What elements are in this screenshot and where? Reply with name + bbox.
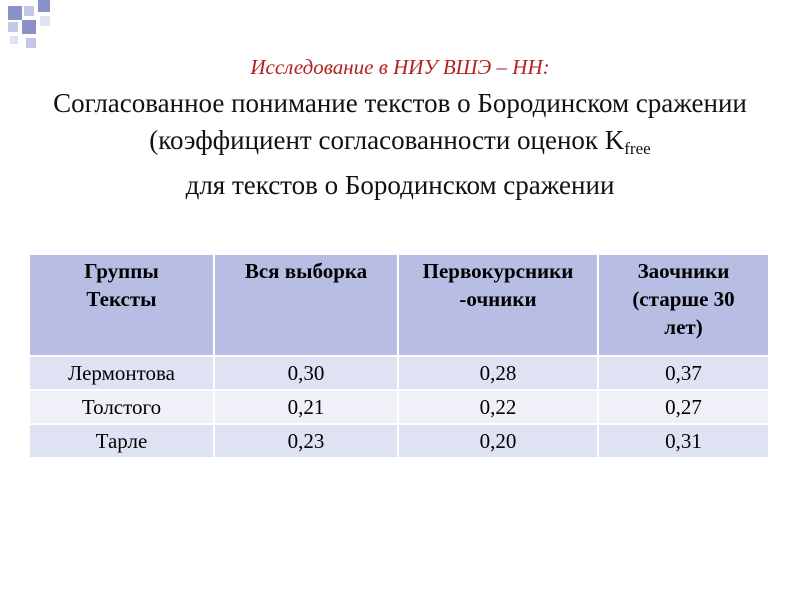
header-line: Группы: [84, 259, 159, 283]
table-cell-value: 0,37: [598, 356, 768, 390]
header-groups-texts: [30, 255, 214, 356]
table-row: [30, 424, 768, 457]
header-whole-sample: [214, 255, 398, 356]
header-line: Вся выборка: [244, 259, 368, 283]
results-table: [30, 255, 768, 457]
header-line: Первокурсники: [422, 259, 574, 283]
table-cell-text: Лермонтова: [30, 356, 214, 390]
table-cell-value: 0,27: [598, 390, 768, 424]
decor-square: [8, 22, 18, 32]
table-cell-value: 0,22: [398, 390, 598, 424]
title-main-text: Согласованное понимание текстов о Бородинском сражении (коэффициент согласованности оценок K: [53, 88, 747, 155]
decor-square: [10, 36, 18, 44]
table-cell-text: Толстого: [30, 390, 214, 424]
table-cell-value: 0,23: [214, 424, 398, 457]
header-line: (старше 30: [632, 287, 735, 311]
header-first-year-fulltime: [398, 255, 598, 356]
decor-square: [26, 38, 36, 48]
header-line: лет): [664, 315, 703, 339]
header-line: Заочники: [637, 259, 730, 283]
table-cell-text: Тарле: [30, 424, 214, 457]
table-cell-value: 0,21: [214, 390, 398, 424]
decor-square: [38, 0, 50, 12]
table-row: [30, 390, 768, 424]
table-row: [30, 356, 768, 390]
header-line: Тексты: [86, 287, 157, 311]
header-line: -очники: [459, 287, 537, 311]
table-cell-value: 0,30: [214, 356, 398, 390]
table-cell-value: 0,20: [398, 424, 598, 457]
table-cell-value: 0,31: [598, 424, 768, 457]
header-part-time: [598, 255, 768, 356]
decor-square: [40, 16, 50, 26]
title-subscript: free: [624, 139, 651, 158]
title-end-text: для текстов о Бородинском сражении: [185, 170, 615, 200]
corner-decoration: [0, 0, 800, 60]
decor-square: [22, 20, 36, 34]
slide-title: [20, 85, 780, 204]
slide-subtitle: Исследование в НИУ ВШЭ – НН:: [250, 55, 550, 79]
table-header-row: [30, 255, 768, 356]
decor-square: [24, 6, 34, 16]
decor-square: [8, 6, 22, 20]
table-cell-value: 0,28: [398, 356, 598, 390]
